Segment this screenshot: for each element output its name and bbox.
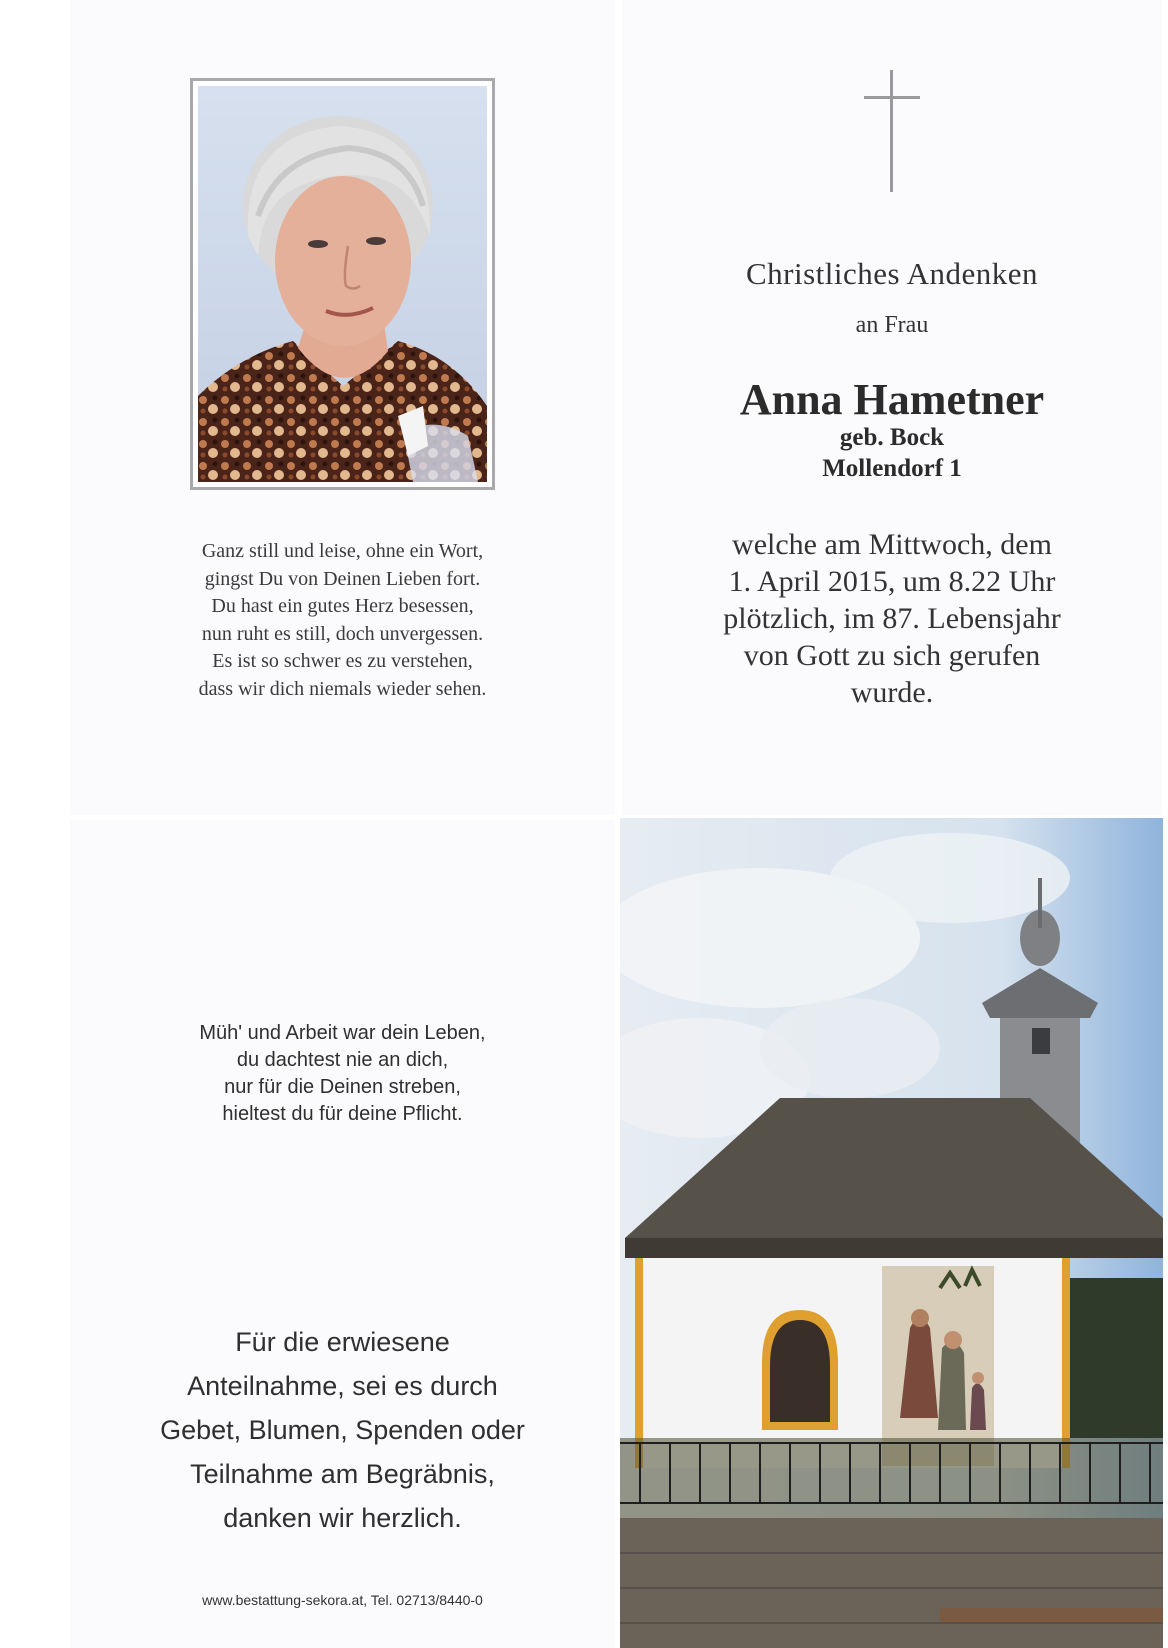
portrait-illustration bbox=[198, 86, 487, 482]
death-notice-line: wurde. bbox=[850, 676, 934, 709]
death-notice-line: 1. April 2015, um 8.22 Uhr bbox=[728, 565, 1056, 598]
memorial-verse bbox=[70, 1020, 615, 1128]
poem-line: nun ruht es still, doch unvergessen. bbox=[201, 622, 484, 645]
poem-line: dass wir dich niemals wieder sehen. bbox=[198, 677, 487, 700]
poem-line: Es ist so schwer es zu verstehen, bbox=[212, 650, 473, 672]
thanks-line: Teilnahme am Begräbnis, bbox=[190, 1459, 495, 1489]
thank-you-note bbox=[70, 1320, 615, 1540]
thanks-line: Anteilnahme, sei es durch bbox=[187, 1371, 498, 1401]
card-panel-top-left bbox=[70, 0, 615, 815]
thanks-line: Für die erwiesene bbox=[235, 1327, 450, 1357]
funeral-home-footer: www.bestattung-sekora.at, Tel. 02713/8440-0 bbox=[202, 1592, 483, 1608]
memorial-heading: Christliches Andenken bbox=[745, 256, 1039, 291]
death-notice-line: welche am Mittwoch, dem bbox=[732, 528, 1052, 561]
verse-line: hieltest du für deine Pflicht. bbox=[222, 1103, 463, 1125]
portrait-frame bbox=[190, 78, 495, 490]
chapel-photo bbox=[620, 818, 1163, 1648]
memorial-poem bbox=[70, 538, 615, 703]
cross-icon bbox=[862, 68, 922, 193]
card-panel-top-right bbox=[622, 0, 1162, 815]
address: Mollendorf 1 bbox=[822, 455, 962, 482]
verse-line: du dachtest nie an dich, bbox=[236, 1049, 449, 1071]
poem-line: Ganz still und leise, ohne ein Wort, bbox=[201, 540, 484, 562]
deceased-name: Anna Hametner bbox=[739, 375, 1045, 424]
chapel-illustration bbox=[620, 818, 1163, 1648]
poem-line: Du hast ein gutes Herz besessen, bbox=[211, 595, 474, 617]
birth-name: geb. Bock bbox=[839, 424, 945, 451]
verse-line: nur für die Deinen streben, bbox=[224, 1076, 461, 1098]
death-notice bbox=[622, 526, 1162, 711]
thanks-line: danken wir herzlich. bbox=[223, 1503, 462, 1533]
verse-line: Müh' und Arbeit war dein Leben, bbox=[199, 1022, 486, 1044]
poem-line: gingst Du von Deinen Lieben fort. bbox=[204, 567, 481, 590]
portrait-photo bbox=[198, 86, 487, 482]
thanks-line: Gebet, Blumen, Spenden oder bbox=[160, 1415, 525, 1445]
death-notice-line: plötzlich, im 87. Lebensjahr bbox=[723, 602, 1061, 635]
salutation: an Frau bbox=[855, 312, 929, 338]
death-notice-line: von Gott zu sich gerufen bbox=[743, 639, 1041, 672]
